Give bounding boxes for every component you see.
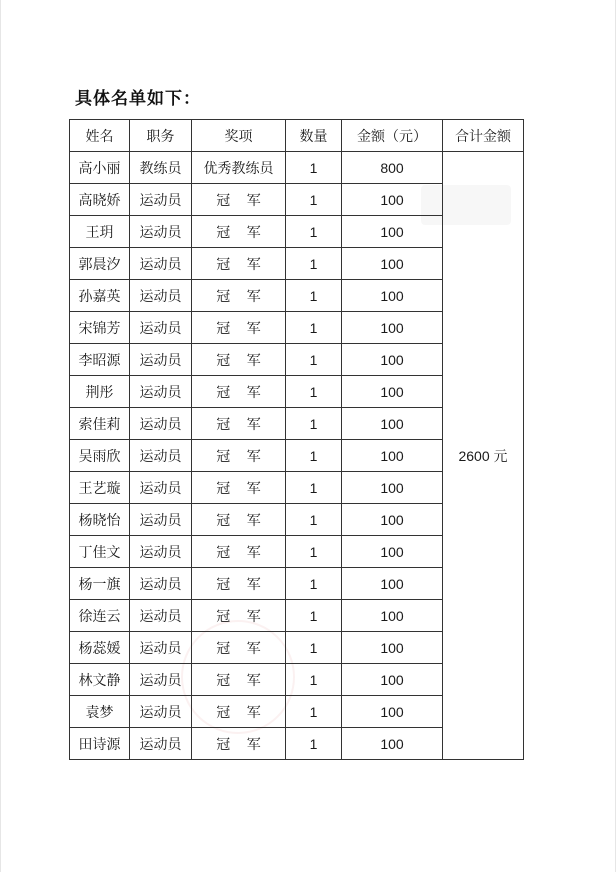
cell-amount: 100 [342,568,443,600]
cell-quantity: 1 [286,600,342,632]
cell-name: 李昭源 [70,344,130,376]
cell-quantity: 1 [286,632,342,664]
cell-role: 运动员 [130,344,192,376]
cell-award: 冠 军 [192,728,286,760]
cell-amount: 100 [342,408,443,440]
cell-award: 冠 军 [192,408,286,440]
cell-quantity: 1 [286,344,342,376]
section-heading: 具体名单如下： [75,89,201,109]
cell-role: 运动员 [130,664,192,696]
cell-total-amount: 2600 元 [443,152,524,760]
cell-amount: 100 [342,696,443,728]
cell-amount: 100 [342,312,443,344]
cell-quantity: 1 [286,184,342,216]
cell-award: 优秀教练员 [192,152,286,184]
cell-award: 冠 军 [192,568,286,600]
header-award: 奖项 [192,120,286,152]
cell-amount: 100 [342,472,443,504]
cell-award: 冠 军 [192,376,286,408]
cell-role: 运动员 [130,568,192,600]
header-name: 姓名 [70,120,130,152]
cell-role: 运动员 [130,536,192,568]
cell-quantity: 1 [286,536,342,568]
table-header-row [70,120,524,152]
cell-quantity: 1 [286,312,342,344]
cell-role: 运动员 [130,728,192,760]
cell-role: 运动员 [130,600,192,632]
cell-role: 运动员 [130,472,192,504]
cell-award: 冠 军 [192,536,286,568]
cell-quantity: 1 [286,504,342,536]
cell-amount: 100 [342,216,443,248]
cell-quantity: 1 [286,696,342,728]
cell-amount: 100 [342,632,443,664]
cell-name: 索佳莉 [70,408,130,440]
cell-name: 高晓娇 [70,184,130,216]
cell-role: 运动员 [130,248,192,280]
header-role: 职务 [130,120,192,152]
cell-amount: 100 [342,280,443,312]
cell-amount: 100 [342,440,443,472]
cell-name: 丁佳文 [70,536,130,568]
cell-name: 王艺璇 [70,472,130,504]
cell-role: 运动员 [130,696,192,728]
cell-name: 孙嘉英 [70,280,130,312]
header-amount: 金额（元） [342,120,443,152]
cell-name: 杨晓怡 [70,504,130,536]
cell-name: 杨蕊媛 [70,632,130,664]
cell-role: 教练员 [130,152,192,184]
cell-amount: 100 [342,344,443,376]
cell-amount: 100 [342,504,443,536]
cell-name: 徐连云 [70,600,130,632]
cell-award: 冠 军 [192,696,286,728]
cell-award: 冠 军 [192,472,286,504]
cell-award: 冠 军 [192,280,286,312]
cell-quantity: 1 [286,152,342,184]
cell-award: 冠 军 [192,216,286,248]
cell-name: 高小丽 [70,152,130,184]
cell-quantity: 1 [286,216,342,248]
cell-award: 冠 军 [192,504,286,536]
cell-role: 运动员 [130,184,192,216]
header-quantity: 数量 [286,120,342,152]
cell-quantity: 1 [286,472,342,504]
cell-name: 王玥 [70,216,130,248]
cell-award: 冠 军 [192,440,286,472]
cell-role: 运动员 [130,408,192,440]
cell-amount: 100 [342,248,443,280]
table-row [70,152,524,184]
cell-amount: 800 [342,152,443,184]
cell-quantity: 1 [286,280,342,312]
cell-award: 冠 军 [192,312,286,344]
cell-role: 运动员 [130,632,192,664]
cell-name: 袁梦 [70,696,130,728]
cell-quantity: 1 [286,376,342,408]
cell-name: 杨一旗 [70,568,130,600]
cell-role: 运动员 [130,504,192,536]
cell-award: 冠 军 [192,184,286,216]
award-roster-table [69,119,524,760]
cell-role: 运动员 [130,440,192,472]
header-total: 合计金额 [443,120,524,152]
cell-award: 冠 军 [192,632,286,664]
cell-quantity: 1 [286,248,342,280]
cell-award: 冠 军 [192,344,286,376]
cell-quantity: 1 [286,408,342,440]
cell-name: 田诗源 [70,728,130,760]
cell-name: 宋锦芳 [70,312,130,344]
cell-quantity: 1 [286,440,342,472]
cell-role: 运动员 [130,280,192,312]
cell-amount: 100 [342,184,443,216]
cell-name: 林文静 [70,664,130,696]
cell-amount: 100 [342,728,443,760]
cell-amount: 100 [342,600,443,632]
cell-award: 冠 军 [192,664,286,696]
cell-name: 吴雨欣 [70,440,130,472]
cell-amount: 100 [342,536,443,568]
cell-role: 运动员 [130,216,192,248]
cell-role: 运动员 [130,312,192,344]
cell-award: 冠 军 [192,248,286,280]
cell-name: 郭晨汐 [70,248,130,280]
cell-quantity: 1 [286,728,342,760]
cell-quantity: 1 [286,568,342,600]
cell-amount: 100 [342,376,443,408]
cell-role: 运动员 [130,376,192,408]
table-body [70,152,524,760]
cell-amount: 100 [342,664,443,696]
cell-award: 冠 军 [192,600,286,632]
cell-quantity: 1 [286,664,342,696]
cell-name: 荆彤 [70,376,130,408]
